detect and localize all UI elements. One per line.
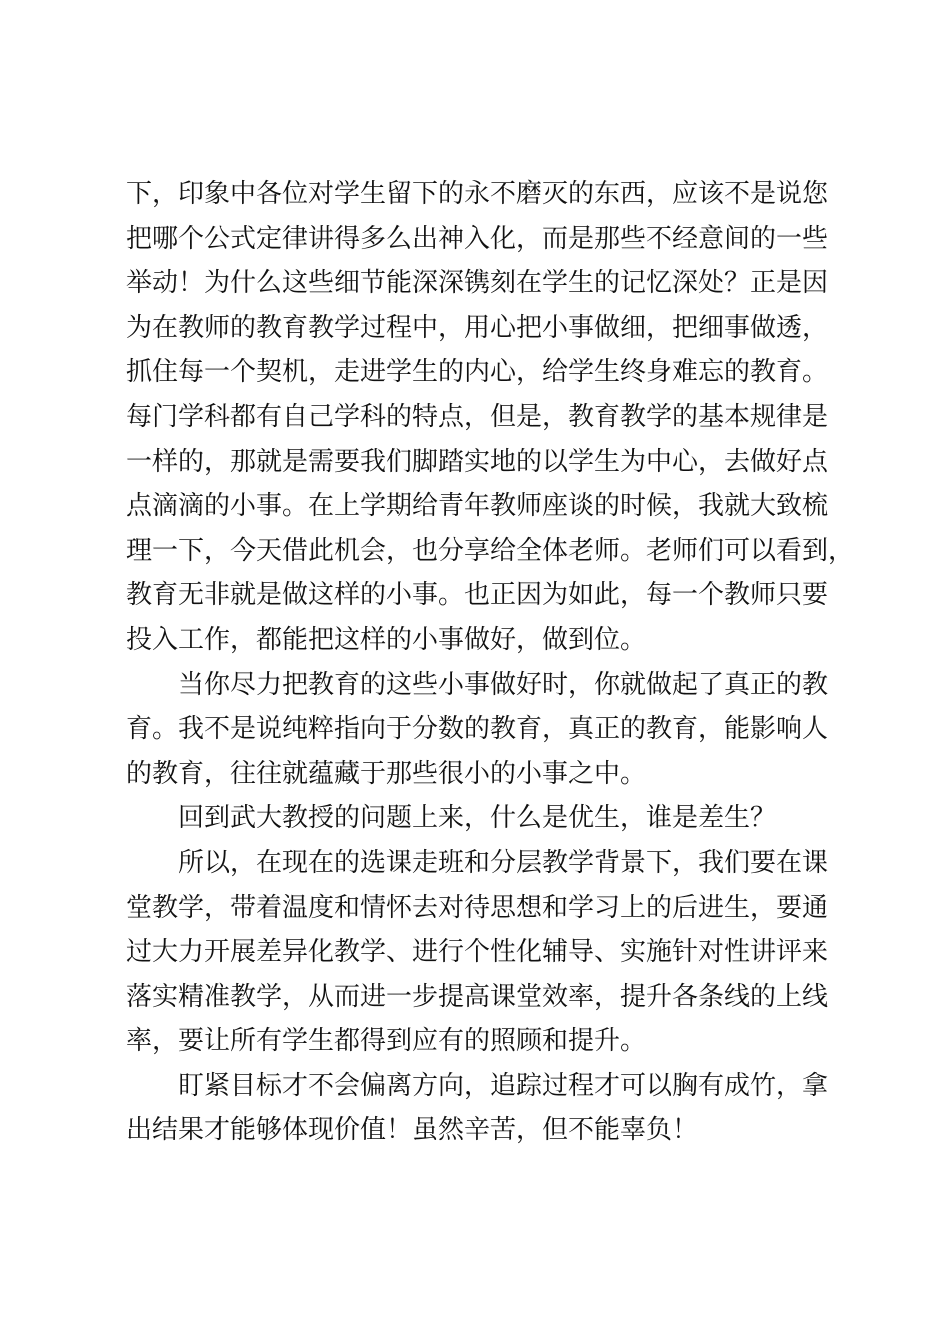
text-line: 举动！为什么这些细节能深深镌刻在学生的记忆深处？正是因 — [126, 268, 829, 299]
text-line: 出结果才能够体现价值！虽然辛苦，但不能辜负！ — [126, 1115, 699, 1146]
text-line: 过大力开展差异化教学、进行个性化辅导、实施针对性讲评来 — [126, 937, 829, 968]
text-line: 一样的，那就是需要我们脚踏实地的以学生为中心，去做好点 — [126, 446, 829, 477]
text-line: 育。我不是说纯粹指向于分数的教育，真正的教育，能影响人 — [126, 714, 829, 745]
text-line: 的教育，往往就蕴藏于那些很小的小事之中。 — [126, 758, 647, 789]
text-line: 率，要让所有学生都得到应有的照顾和提升。 — [126, 1026, 647, 1057]
text-line: 为在教师的教育教学过程中，用心把小事做细，把细事做透， — [126, 312, 829, 343]
document-body — [126, 172, 855, 1153]
text-line: 教育无非就是做这样的小事。也正因为如此，每一个教师只要 — [126, 580, 829, 611]
text-line: 下，印象中各位对学生留下的永不磨灭的东西，应该不是说您 — [126, 179, 829, 209]
text-line: 投入工作，都能把这样的小事做好，做到位。 — [126, 624, 647, 655]
text-line: 把哪个公式定律讲得多么出神入化，而是那些不经意间的一些 — [126, 223, 829, 254]
text-line: 理一下，今天借此机会，也分享给全体老师。老师们可以看到， — [126, 535, 855, 566]
paragraph-start-line: 所以，在现在的选课走班和分层教学背景下，我们要在课 — [178, 847, 829, 878]
paragraph-start-line: 回到武大教授的问题上来，什么是优生，谁是差生？ — [178, 803, 777, 834]
text-line: 每门学科都有自己学科的特点，但是，教育教学的基本规律是 — [126, 401, 829, 432]
text-line: 点滴滴的小事。在上学期给青年教师座谈的时候，我就大致梳 — [126, 491, 829, 522]
paragraph-start-line: 当你尽力把教育的这些小事做好时，你就做起了真正的教 — [178, 669, 829, 700]
paragraph-start-line: 盯紧目标才不会偏离方向，追踪过程才可以胸有成竹，拿 — [178, 1070, 829, 1101]
text-line: 堂教学，带着温度和情怀去对待思想和学习上的后进生，要通 — [126, 892, 829, 923]
text-line: 抓住每一个契机，走进学生的内心，给学生终身难忘的教育。 — [126, 357, 829, 388]
text-line: 落实精准教学，从而进一步提高课堂效率，提升各条线的上线 — [126, 981, 829, 1012]
